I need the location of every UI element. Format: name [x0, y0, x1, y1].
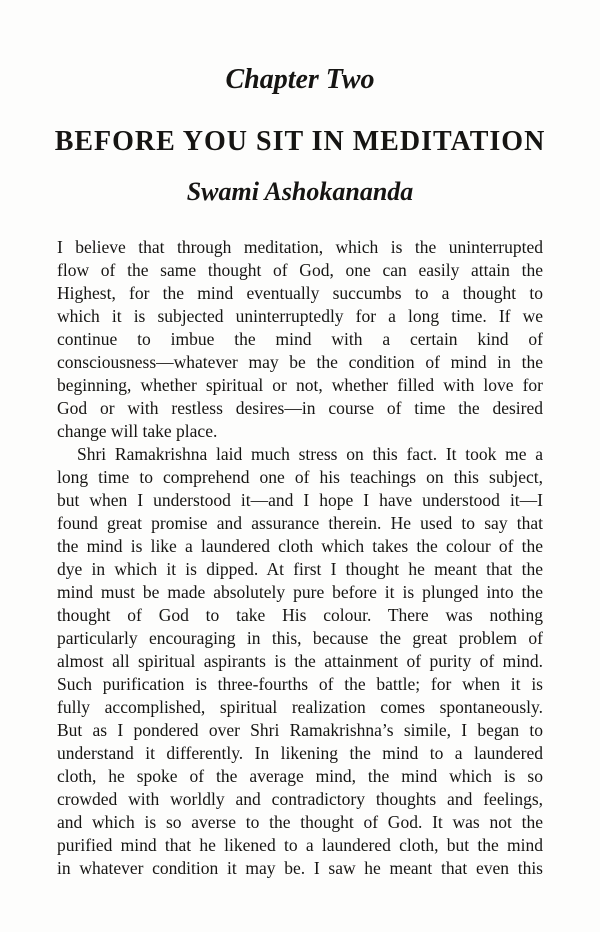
chapter-label: Chapter Two — [225, 64, 375, 95]
text-line: God or with restless desires—in course of time the desired — [57, 398, 543, 418]
text-line: in whatever condition it may be. I saw he meant that even this — [57, 858, 543, 878]
text-line: flow of the same thought of God, one can easily attain the — [57, 260, 543, 280]
text-line: almost all spiritual aspirants is the attainment of purity of mind. — [57, 651, 543, 671]
text-line: thought of God to take His colour. There was nothing — [57, 605, 543, 625]
text-line: understand it differently. In likening the mind to a laundered — [57, 743, 543, 763]
text-line: long time to comprehend one of his teachings on this subject, — [57, 467, 543, 487]
text-line: Shri Ramakrishna laid much stress on this fact. It took me a — [77, 444, 543, 464]
paragraph — [57, 236, 543, 443]
text-line: and which is so averse to the thought of God. It was not the — [57, 812, 543, 832]
text-line: particularly encouraging in this, because the great problem of — [57, 628, 543, 648]
text-line: I believe that through meditation, which is the uninterrupted — [57, 237, 543, 257]
text-line: fully accomplished, spiritual realization comes spontaneously. — [57, 697, 543, 717]
text-line: dye in which it is dipped. At first I thought he meant that the — [57, 559, 543, 579]
body-text — [57, 236, 543, 880]
author-name: Swami Ashokananda — [186, 177, 414, 206]
text-line: beginning, whether spiritual or not, whether filled with love for — [57, 375, 543, 395]
text-line: crowded with worldly and contradictory thoughts and feelings, — [57, 789, 543, 809]
text-line: which it is subjected uninterruptedly for a long time. If we — [57, 306, 543, 326]
page-title: BEFORE YOU SIT IN MEDITATION — [54, 126, 546, 157]
paragraph — [57, 443, 543, 880]
text-line: Highest, for the mind eventually succumbs to a thought to — [57, 283, 543, 303]
text-line: But as I pondered over Shri Ramakrishna’s simile, I began to — [57, 720, 543, 740]
text-line: cloth, he spoke of the average mind, the mind which is so — [57, 766, 543, 786]
text-line: mind must be made absolutely pure before it is plunged into the — [57, 582, 543, 602]
text-line: purified mind that he likened to a laundered cloth, but the mind — [57, 835, 543, 855]
text-line: consciousness—whatever may be the condition of mind in the — [57, 352, 543, 372]
text-line: continue to imbue the mind with a certain kind of — [57, 329, 543, 349]
text-line: found great promise and assurance therein. He used to say that — [57, 513, 543, 533]
text-line: change will take place. — [57, 421, 218, 441]
text-line: but when I understood it—and I hope I have understood it—I — [57, 490, 543, 510]
text-line: Such purification is three-fourths of the battle; for when it is — [57, 674, 543, 694]
text-line: the mind is like a laundered cloth which takes the colour of the — [57, 536, 543, 556]
